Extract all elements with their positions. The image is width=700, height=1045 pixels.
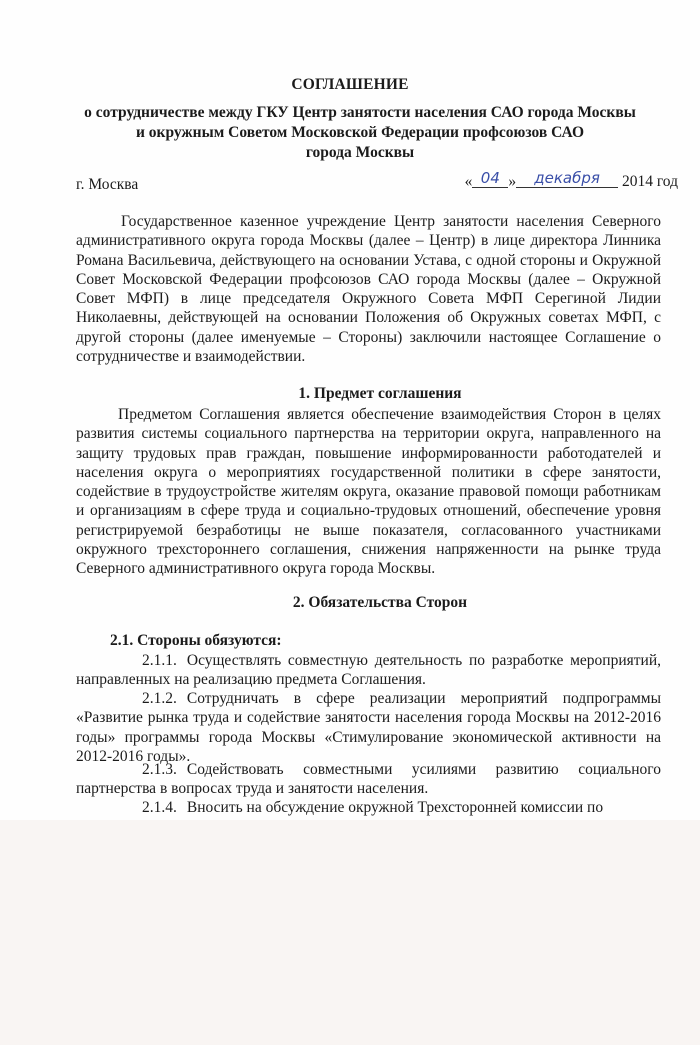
section1-paragraph: Предметом Соглашения является обеспечение взаимодействия Сторон в целях развития системы социального партнерства на территории округа, направленного на защиту трудовых прав граждан, повышение информированности работодателей и населения округа о мероприятиях государственной политики в сфере занятости, содействие в трудоустройстве жителям округа, оказание правовой помощи работникам и организациям в сфере труда и социально-трудовых отношений, обеспечение уровня регистрируемой безработицы не выше показателя, согласованного участниками окружного трехстороннего соглашения, снижения напряженности на рынке труда Северного административного округа города Москвы. [76, 406, 661, 578]
document-title: СОГЛАШЕНИЕ [291, 76, 409, 93]
list-item [76, 689, 661, 766]
date-day-handwritten: 04 [472, 169, 508, 188]
item-number: 2.1.2. [142, 690, 177, 707]
item-number: 2.1.1. [142, 652, 177, 669]
item-text: Вносить на обсуждение окружной Трехсторонней комиссии по [186, 799, 604, 816]
subtitle-line: города Москвы [305, 144, 415, 161]
blank-area [0, 820, 700, 1045]
date-year: 2014 год [621, 173, 678, 190]
list-item [76, 651, 661, 690]
item-text: Осуществлять совместную деятельность по разработке мероприятий, направленных на реализацию предмета Соглашения. [76, 652, 661, 689]
date-close-quote: » [508, 173, 517, 190]
intro-paragraph: Государственное казенное учреждение Центр занятости населения Северного административного округа города Москвы (далее – Центр) в лице директора Линника Романа Васильевича, действующего на основании Устава, с одной стороны и Окружной Совет Московской Федерации профсоюзов САО города Москвы (далее – Окружной Совет МФП) в лице председателя Окружного Совета МФП Серегиной Лидии Николаевны, действующей на основании Положения об Окружных советах МФП, с другой стороны (далее именуемые – Стороны) заключили настоящее Соглашение о сотрудничестве и взаимодействии. [76, 213, 661, 366]
item-text: Содействовать совместными усилиями развитию социального партнерства в вопросах труда и занятости населения. [76, 761, 661, 798]
date-month-handwritten: декабря [516, 169, 618, 188]
list-item [76, 798, 661, 817]
item-text: Сотрудничать в сфере реализации мероприятий подпрограммы «Развитие рынка труда и содействие занятости населения города Москвы на 2012-2016 годы» программы города Москвы «Стимулирование экономической активности на 2012-2016 годы». [76, 690, 661, 765]
item-number: 2.1.4. [142, 799, 177, 816]
section2-subheading: 2.1. Стороны обязуются: [110, 632, 282, 649]
document-date [464, 169, 678, 191]
subtitle-line: и окружным Советом Московской Федерации профсоюзов САО [135, 124, 585, 141]
place: г. Москва [76, 176, 139, 193]
item-number: 2.1.3. [142, 761, 177, 778]
date-open-quote: « [464, 173, 473, 190]
subtitle-line: о сотрудничестве между ГКУ Центр занятости населения САО города Москвы [84, 104, 636, 121]
section2-heading: 2. Обязательства Сторон [292, 594, 468, 611]
list-item [76, 760, 661, 799]
section1-heading: 1. Предмет соглашения [298, 385, 462, 402]
document-subtitle [60, 103, 660, 163]
